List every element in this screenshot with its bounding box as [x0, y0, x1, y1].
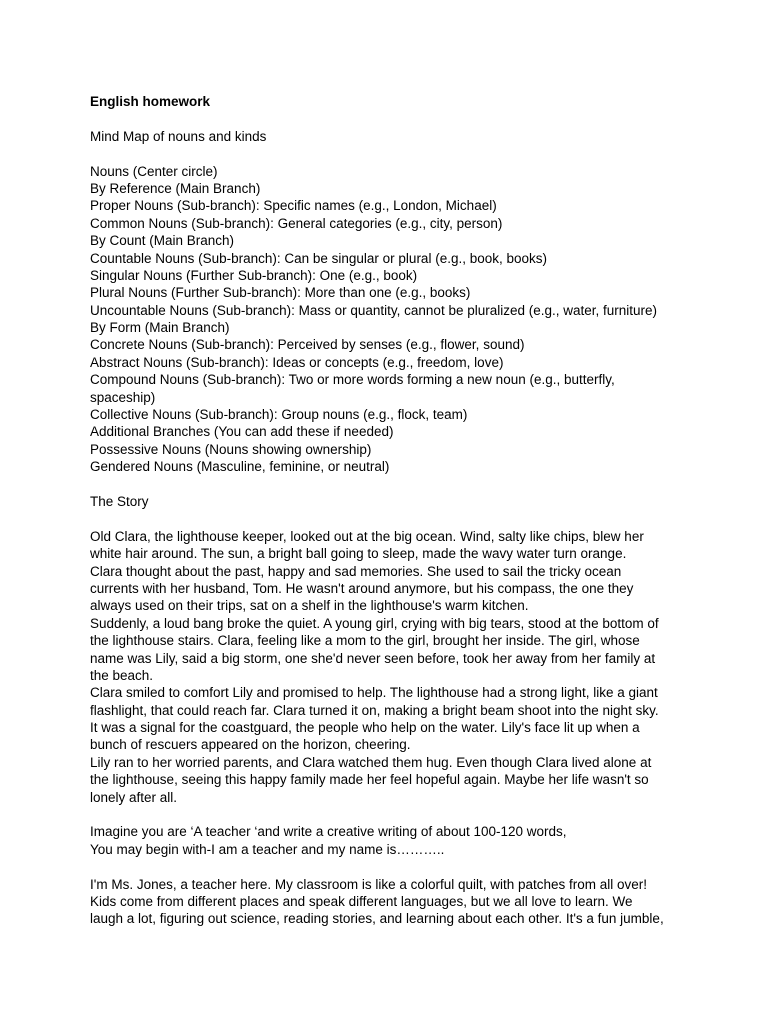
mindmap-line: Singular Nouns (Further Sub-branch): One (e.g., book)	[90, 267, 418, 283]
mindmap-line: spaceship)	[90, 389, 156, 405]
mindmap-line: Collective Nouns (Sub-branch): Group nouns (e.g., flock, team)	[90, 407, 468, 423]
story-line: Old Clara, the lighthouse keeper, looked out at the big ocean. Wind, salty like chips, blew her	[90, 528, 644, 544]
story-line: Suddenly, a loud bang broke the quiet. A young girl, crying with big tears, stood at the bottom of	[90, 615, 659, 631]
story-line: always used on their trips, sat on a shelf in the lighthouse's warm kitchen.	[90, 598, 529, 614]
story-line: Clara thought about the past, happy and sad memories. She used to sail the tricky ocean	[90, 563, 622, 579]
mindmap-line: Abstract Nouns (Sub-branch): Ideas or concepts (e.g., freedom, love)	[90, 354, 504, 370]
story-line: bunch of rescuers appeared on the horizon, cheering.	[90, 737, 411, 753]
story-line: the beach.	[90, 667, 154, 683]
spacer	[90, 145, 690, 162]
document-page	[90, 93, 690, 928]
prompt-line: Imagine you are ‘A teacher ‘and write a creative writing of about 100-120 words,	[90, 824, 567, 840]
mindmap-line: Nouns (Center circle)	[90, 163, 218, 179]
story-line: the lighthouse, seeing this happy family made her feel hopeful again. Maybe her life wasn't so	[90, 772, 649, 788]
mindmap-line: By Count (Main Branch)	[90, 233, 235, 249]
spacer	[90, 858, 690, 875]
story-line: Clara smiled to comfort Lily and promised to help. The lighthouse had a strong light, like a giant	[90, 685, 658, 701]
prompt-line: You may begin with-I am a teacher and my name is………..	[90, 841, 445, 857]
answer-line: Kids come from different places and speak different languages, but we all love to learn. We	[90, 893, 633, 909]
mindmap-line: Uncountable Nouns (Sub-branch): Mass or quantity, cannot be pluralized (e.g., water, furniture)	[90, 302, 658, 318]
answer-section	[90, 876, 690, 928]
mindmap-line: Compound Nouns (Sub-branch): Two or more words forming a new noun (e.g., butterfly,	[90, 372, 615, 388]
story-line: currents with her husband, Tom. He wasn't around anymore, but his compass, the one they	[90, 580, 634, 596]
mindmap-line: By Form (Main Branch)	[90, 320, 230, 336]
document-title: English homework	[90, 94, 211, 109]
mindmap-line: Concrete Nouns (Sub-branch): Perceived by senses (e.g., flower, sound)	[90, 337, 525, 353]
prompt-section	[90, 823, 690, 858]
mindmap-line: Possessive Nouns (Nouns showing ownership)	[90, 441, 372, 457]
spacer	[90, 110, 690, 127]
story-heading: The Story	[90, 493, 149, 509]
story-line: white hair around. The sun, a bright ball going to sleep, made the wavy water turn orange.	[90, 546, 627, 562]
mindmap-line: Common Nouns (Sub-branch): General categories (e.g., city, person)	[90, 215, 503, 231]
mindmap-line: Additional Branches (You can add these if needed)	[90, 424, 394, 440]
story-line: lonely after all.	[90, 789, 178, 805]
mindmap-heading: Mind Map of nouns and kinds	[90, 128, 267, 144]
mindmap-section	[90, 163, 690, 476]
story-line: name was Lily, said a big storm, one she'd never seen before, took her away from her family at	[90, 650, 656, 666]
spacer	[90, 510, 690, 527]
spacer	[90, 806, 690, 823]
story-section	[90, 528, 690, 806]
mindmap-line: Gendered Nouns (Masculine, feminine, or neutral)	[90, 459, 390, 475]
story-line: flashlight, that could reach far. Clara turned it on, making a bright beam shoot into the night sky.	[90, 702, 659, 718]
story-line: the lighthouse stairs. Clara, feeling like a mom to the girl, brought her inside. The girl, whose	[90, 633, 640, 649]
answer-line: laugh a lot, figuring out science, reading stories, and learning about each other. It's a fun jumble,	[90, 911, 664, 927]
mindmap-line: Countable Nouns (Sub-branch): Can be singular or plural (e.g., book, books)	[90, 250, 548, 266]
story-line: Lily ran to her worried parents, and Clara watched them hug. Even though Clara lived alone at	[90, 754, 652, 770]
mindmap-line: Proper Nouns (Sub-branch): Specific names (e.g., London, Michael)	[90, 198, 497, 214]
answer-line: I'm Ms. Jones, a teacher here. My classroom is like a colorful quilt, with patches from all over!	[90, 876, 648, 892]
story-line: It was a signal for the coastguard, the people who help on the water. Lily's face lit up when a	[90, 720, 640, 736]
mindmap-line: Plural Nouns (Further Sub-branch): More than one (e.g., books)	[90, 285, 471, 301]
spacer	[90, 476, 690, 493]
mindmap-line: By Reference (Main Branch)	[90, 180, 261, 196]
